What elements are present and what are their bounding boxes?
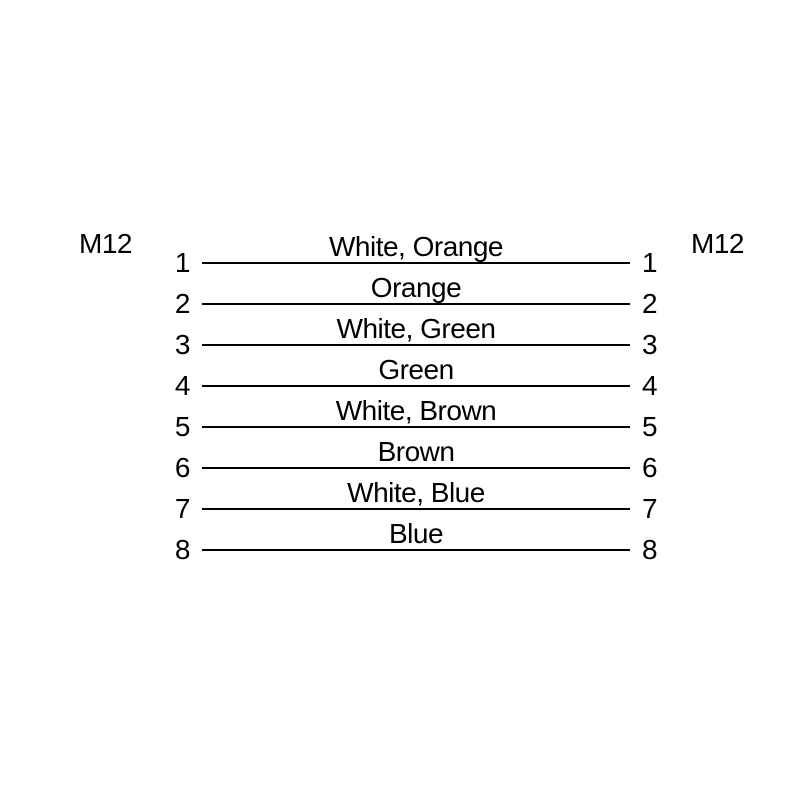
left-pin-number: 2 <box>174 288 190 319</box>
wire-color-label: White, Orange <box>328 231 504 262</box>
left-pin-number: 7 <box>174 493 190 524</box>
left-connector-label: M12 <box>79 228 132 259</box>
wire-color-label: White, Brown <box>335 395 497 426</box>
wire-color-label: Orange <box>370 272 462 303</box>
wire-line <box>202 549 630 551</box>
right-pin-number: 8 <box>642 534 658 565</box>
left-pin-number: 3 <box>174 329 190 360</box>
wire-line <box>202 344 630 346</box>
wire-line <box>202 385 630 387</box>
right-connector-label: M12 <box>691 228 744 259</box>
right-pin-number: 3 <box>642 329 658 360</box>
right-pin-number: 2 <box>642 288 658 319</box>
wire-color-label: Blue <box>388 518 444 549</box>
wire-color-label: White, Green <box>336 313 496 344</box>
wire-line <box>202 262 630 264</box>
left-pin-number: 8 <box>174 534 190 565</box>
wire-line <box>202 508 630 510</box>
wire-line <box>202 467 630 469</box>
right-pin-number: 4 <box>642 370 658 401</box>
wire-line <box>202 303 630 305</box>
right-pin-number: 1 <box>642 247 658 278</box>
wire-color-label: Brown <box>377 436 455 467</box>
left-pin-number: 1 <box>174 247 190 278</box>
right-pin-number: 6 <box>642 452 658 483</box>
wire-line <box>202 426 630 428</box>
right-pin-number: 7 <box>642 493 658 524</box>
wire-color-label: Green <box>378 354 454 385</box>
wire-color-label: White, Blue <box>347 477 485 508</box>
left-pin-number: 6 <box>174 452 190 483</box>
left-pin-number: 5 <box>174 411 190 442</box>
left-pin-number: 4 <box>174 370 190 401</box>
right-pin-number: 5 <box>642 411 658 442</box>
